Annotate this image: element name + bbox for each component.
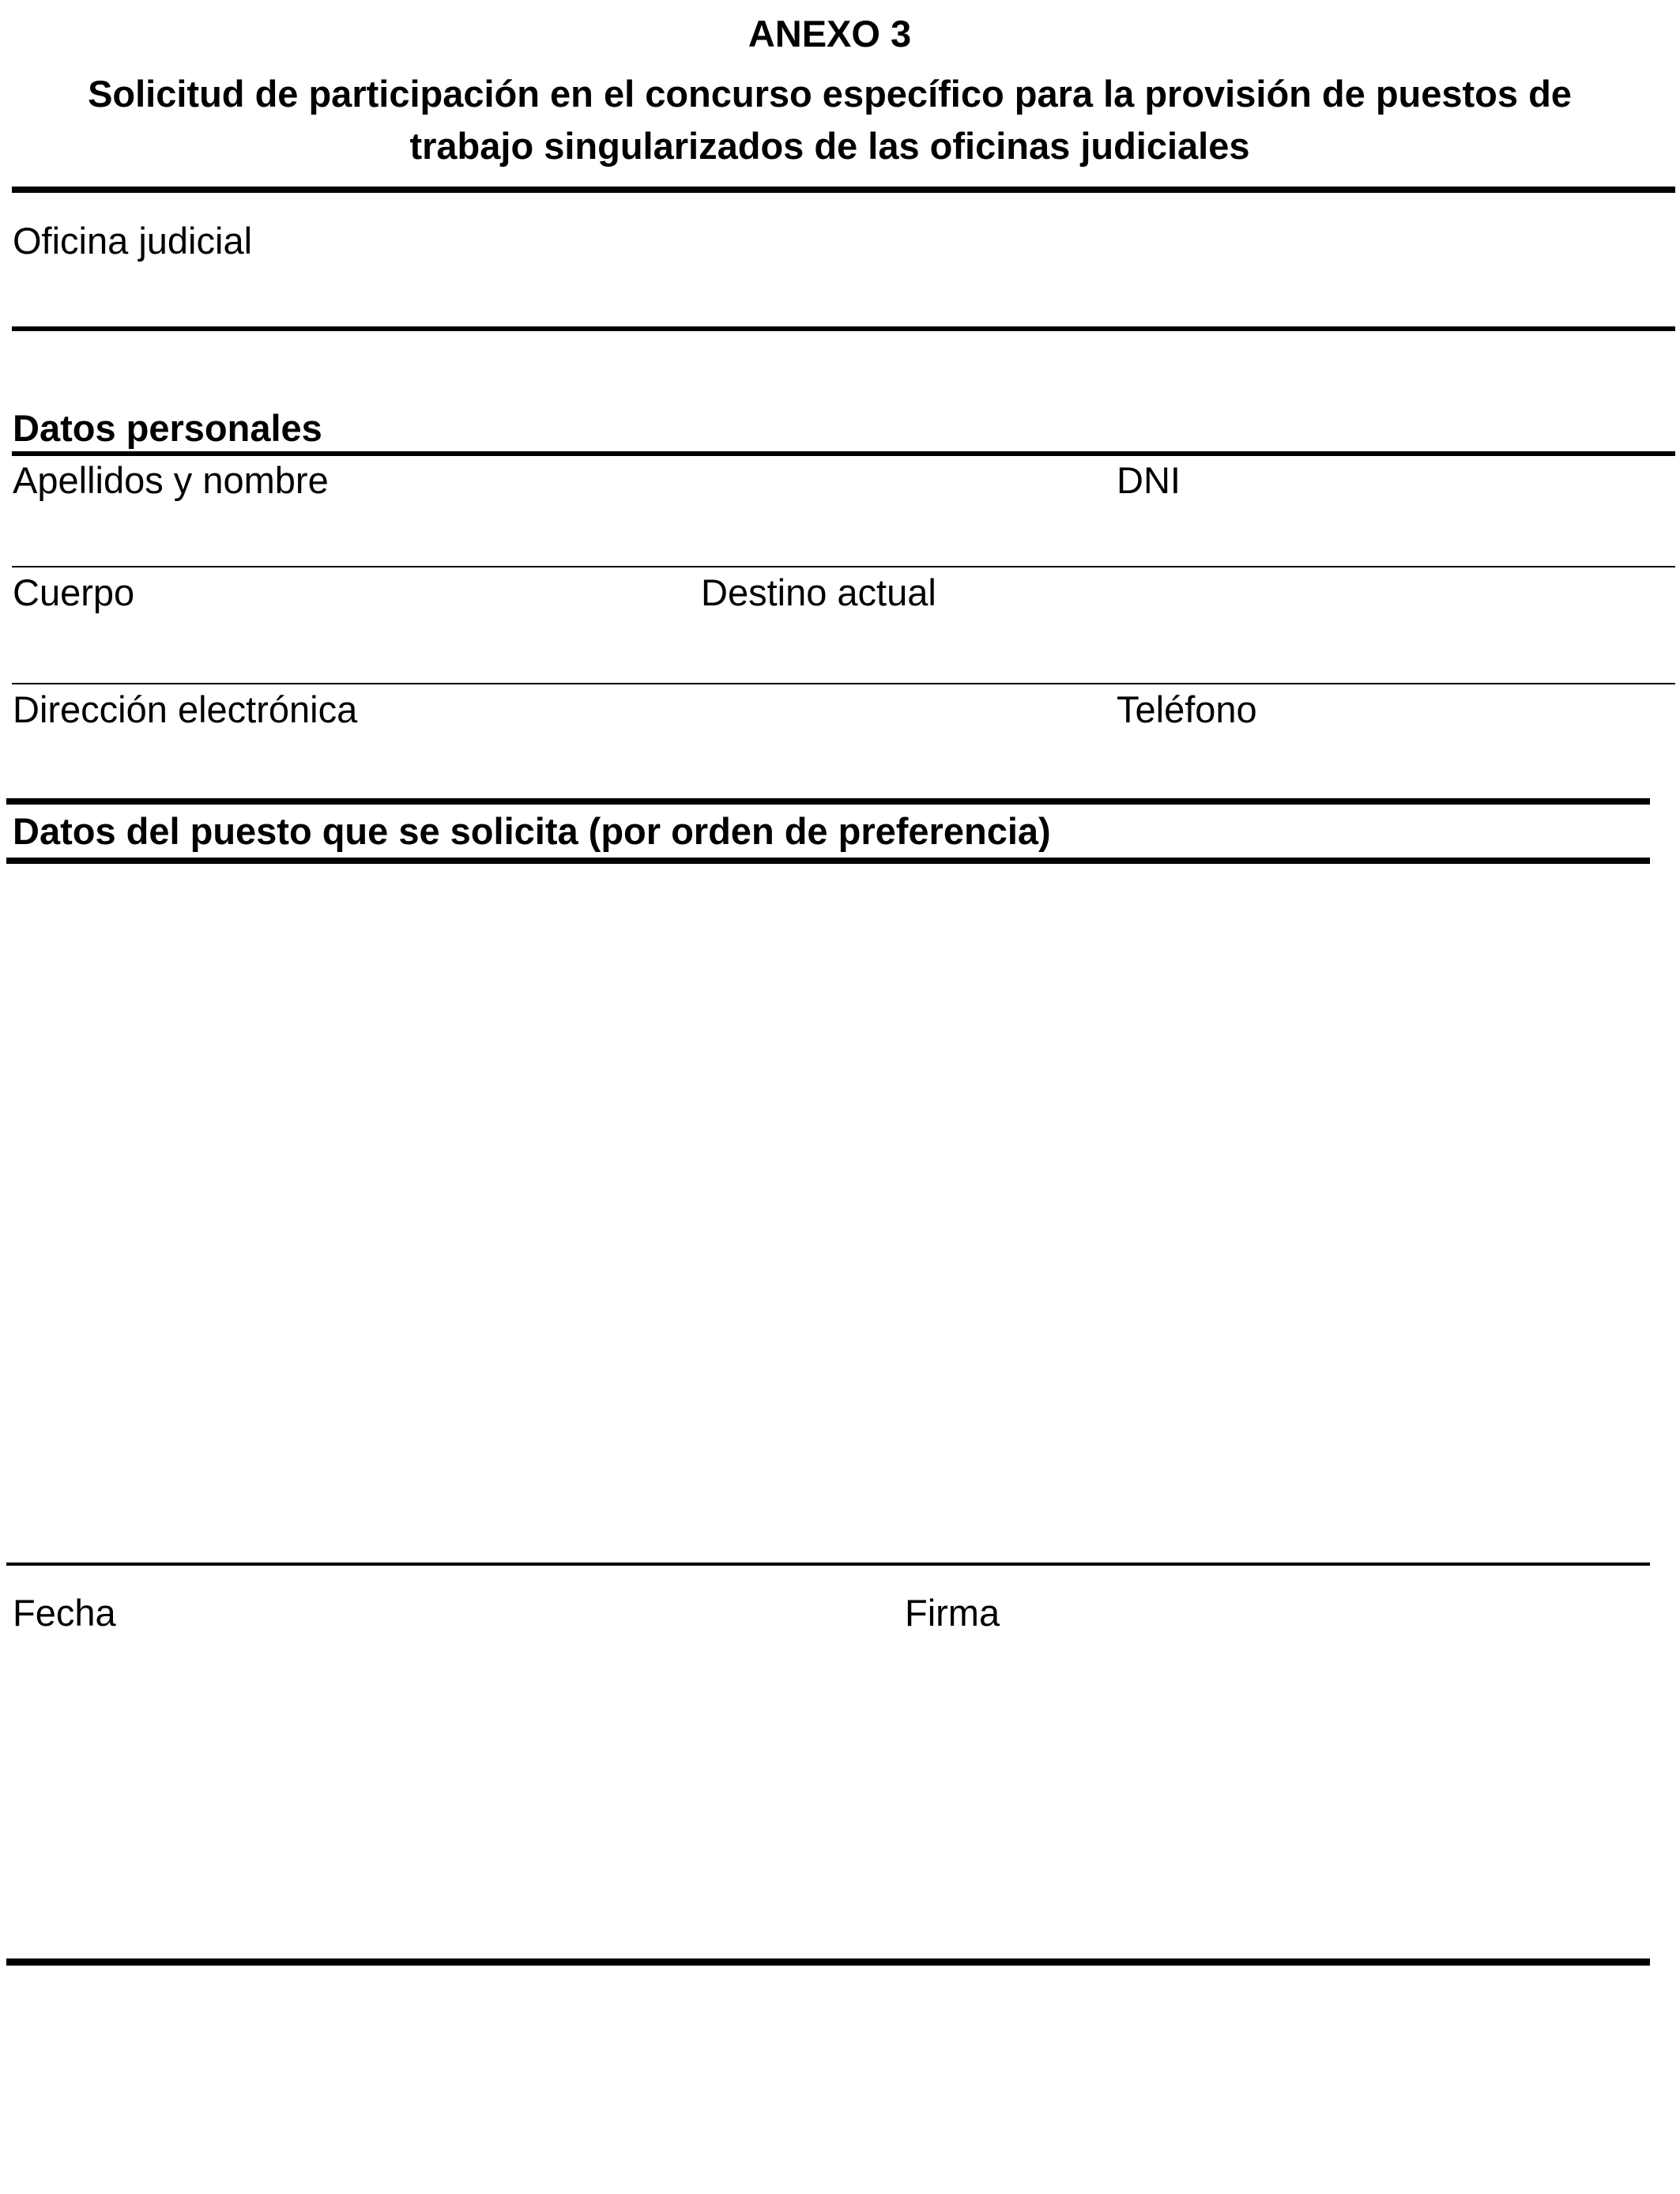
phone-label: Teléfono — [1117, 688, 1257, 730]
corps-field[interactable] — [12, 618, 691, 681]
requested-post-top-divider — [6, 798, 1650, 805]
phone-field[interactable] — [1117, 735, 1674, 794]
signature-label: Firma — [905, 1592, 1000, 1634]
current-post-label: Destino actual — [701, 571, 936, 613]
form-bottom-divider — [6, 1958, 1650, 1966]
form-title — [0, 68, 1659, 172]
annex-title: ANEXO 3 — [748, 13, 912, 55]
personal-data-heading: Datos personales — [13, 407, 322, 449]
personal-data-divider — [12, 451, 1675, 456]
header-divider — [12, 187, 1675, 193]
requested-post-area[interactable] — [6, 869, 1650, 1557]
full-name-field[interactable] — [12, 506, 1102, 565]
email-label: Dirección electrónica — [13, 688, 358, 730]
form-title-line-2: trabajo singularizados de las oficinas judiciales — [409, 125, 1250, 167]
id-label: DNI — [1117, 459, 1181, 501]
current-post-field[interactable] — [701, 618, 1673, 681]
requested-post-bottom-divider — [6, 858, 1650, 864]
corps-label: Cuerpo — [13, 571, 135, 613]
office-label: Oficina judicial — [13, 220, 253, 262]
date-field[interactable] — [12, 1640, 889, 1952]
full-name-divider — [12, 566, 1675, 567]
signature-field[interactable] — [905, 1640, 1648, 1952]
corps-divider — [12, 683, 1675, 684]
requested-post-heading: Datos del puesto que se solicita (por orden de preferencia) — [13, 810, 1051, 852]
id-field[interactable] — [1117, 506, 1674, 565]
email-field[interactable] — [12, 735, 1102, 794]
date-label: Fecha — [13, 1592, 116, 1634]
form-title-line-1: Solicitud de participación en el concurso específico para la provisión de puestos de — [88, 73, 1572, 115]
office-divider — [12, 326, 1675, 331]
signature-top-divider — [6, 1563, 1650, 1566]
office-field[interactable] — [12, 269, 1675, 326]
full-name-label: Apellidos y nombre — [13, 459, 329, 501]
